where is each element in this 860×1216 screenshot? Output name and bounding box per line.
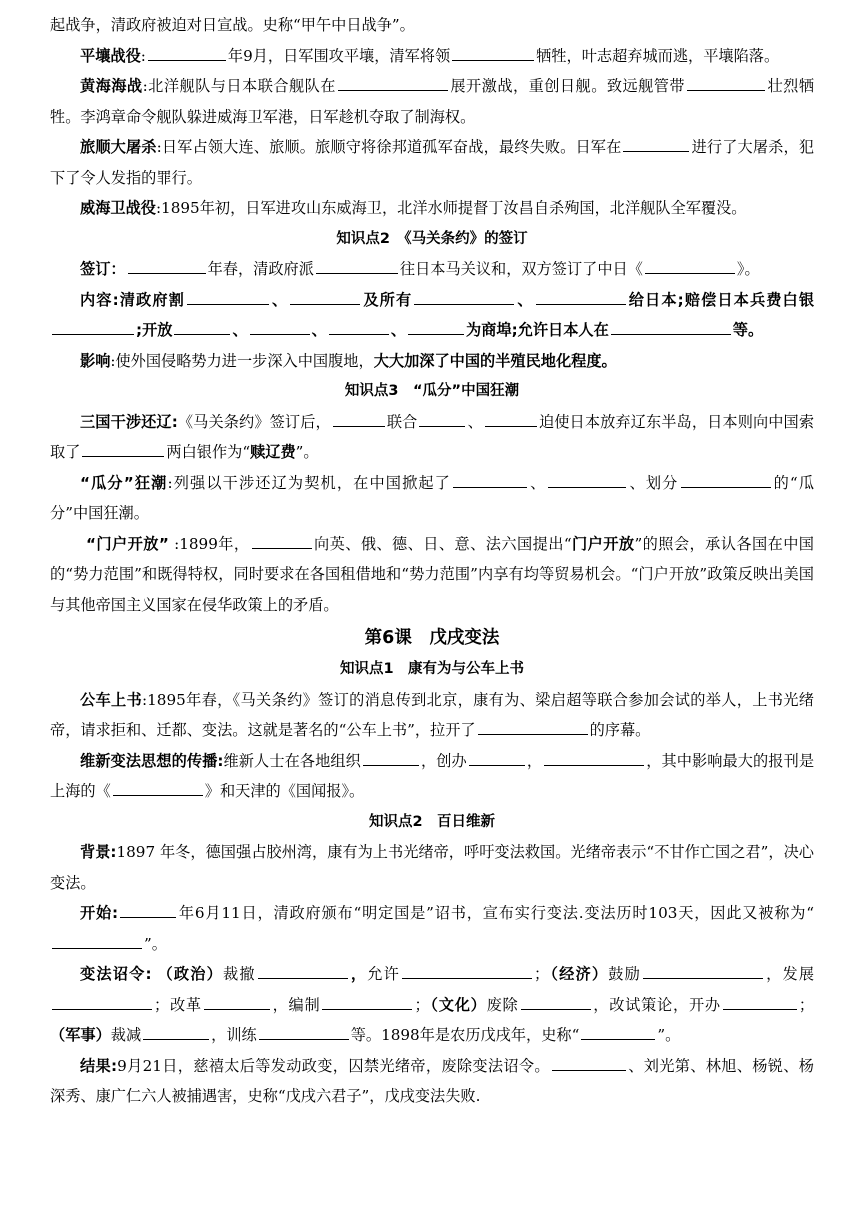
blank-found-1[interactable] [469, 750, 525, 766]
section-heading-shimonoseki: 知识点2 《马关条约》的签订 [336, 230, 528, 247]
paragraph-treaty-impact: 影响:使外国侵略势力进一步深入中国腹地，大大加深了中国的半殖民地化程度。 [80, 351, 617, 370]
blank-compile[interactable] [322, 994, 412, 1010]
blank-develop[interactable] [52, 994, 152, 1010]
paragraph-weihaiwei: 威海卫战役:1895年初，日军进攻山东威海卫，北洋水师提督丁汝昌自杀殉国，北洋舰队全军覆没。 [80, 199, 747, 217]
blank-reform-historical-name[interactable] [581, 1024, 655, 1040]
blank-yellow-sea-location[interactable] [338, 75, 448, 91]
term-lushun-massacre: 旅顺大屠杀 [80, 138, 157, 156]
term-triple-intervention: 三国干涉还辽: [80, 412, 178, 431]
blank-encourage[interactable] [643, 963, 763, 979]
blank-port-2[interactable] [250, 319, 310, 335]
term-yellow-sea: 黄海海战 [80, 77, 143, 95]
blank-frenzy-2[interactable] [548, 472, 626, 488]
blank-found-2[interactable] [544, 750, 644, 766]
paragraph-war-intro: 起战争，清政府被迫对日宣战。史称“甲午中日战争”。 [50, 16, 415, 34]
blank-signing-year[interactable] [128, 258, 206, 274]
blank-envoy[interactable] [316, 258, 398, 274]
blank-open-school[interactable] [723, 994, 797, 1010]
paragraph-background: 背景:1897 年冬，德国强占胶州湾，康有为上书光绪帝，呼吁变法救国。光绪帝表示“不甘作亡国之君”，决心变法。 [50, 843, 814, 892]
blank-start-year[interactable] [120, 902, 176, 918]
term-gongche: 公车上书 [80, 690, 143, 709]
blank-abolish-exam[interactable] [521, 994, 591, 1010]
blank-frenzy-3[interactable] [681, 472, 771, 488]
lesson-title: 第6课 戊戌变法 [364, 628, 500, 648]
blank-pyongyang-year[interactable] [148, 45, 226, 61]
paragraph-gongche: 公车上书:1895年春，《马关条约》签订的消息传到北京，康有为、梁启超等联合参加会试的举人，上书光绪帝，请求拒和、迁都、变法。这就是著名的“公车上书”，拉开了 的序幕。 [50, 690, 814, 739]
term-result: 结果: [80, 1056, 118, 1075]
section-heading-kang-youwei: 知识点1 康有为与公车上书 [339, 661, 525, 677]
section-heading-partition: 知识点3 “瓜分”中国狂潮 [344, 383, 520, 399]
term-open-door: “门户开放” [86, 534, 169, 553]
term-reform-thought: 维新变法思想的传播: [80, 751, 224, 770]
blank-treaty-name[interactable] [645, 258, 735, 274]
paragraph-treaty-content: 内容:清政府割 、 及所有 、 给日本;赔偿日本兵费白银;开放 、 、 、 为商埠;允许日本人在 等。 [50, 285, 814, 346]
term-content: 内容 [80, 290, 113, 309]
paragraph-open-door: “门户开放” :1899年， 向英、俄、德、日、意、法六国提出“门户开放”的照会，承认各国在中国的“势力范围”和既得特权，同时要求在各国租借地和“势力范围”内享有均等贸易机会。“门户开放”政策反映出美国与其他帝国主义国家在侵华政策上的矛盾。 [50, 534, 814, 614]
term-background: 背景: [80, 843, 117, 861]
paragraph-partition-frenzy: “瓜分”狂潮:列强以干涉还辽为契机，在中国掀起了 、 、划分 的“瓜分”中国狂潮。 [50, 473, 815, 522]
blank-ceded-4[interactable] [536, 289, 626, 305]
blank-factories[interactable] [611, 319, 731, 335]
paragraph-pyongyang: 平壤战役: 年9月，日军围攻平壤，清军将领 牺牲，叶志超弃城而逃，平壤陷落。 [80, 46, 780, 65]
blank-reform[interactable] [204, 994, 270, 1010]
blank-train[interactable] [259, 1024, 349, 1040]
blank-shanghai-paper[interactable] [113, 780, 203, 796]
blank-organize[interactable] [363, 750, 419, 766]
paragraph-lushun-massacre: 旅顺大屠杀:日军占领大连、旅顺。旅顺守将徐邦道孤军奋战，最终失败。日军在 进行了大屠杀，犯下了令人发指的罪行。 [50, 138, 815, 187]
blank-six-gentlemen-first[interactable] [552, 1055, 626, 1071]
blank-ransom-amount[interactable] [82, 441, 164, 457]
paragraph-result: 结果:9月21日，慈禧太后等发动政变，囚禁光绪帝，废除变法诏令。 、刘光第、林旭、杨锐、杨深秀、康广仁六人被捕遇害，史称“戊戌六君子”，戊戌变法失败. [50, 1056, 814, 1105]
blank-prelude[interactable] [478, 719, 588, 735]
paragraph-triple-intervention: 三国干涉还辽:《马关条约》签订后， 联合 、 迫使日本放弃辽东半岛，日本则向中国索取了 两白银作为“赎辽费”。 [50, 412, 815, 461]
blank-ceded-1[interactable] [187, 289, 269, 305]
blank-port-3[interactable] [329, 319, 389, 335]
blank-ceded-3[interactable] [414, 289, 514, 305]
blank-intervention-country-3[interactable] [485, 411, 537, 427]
paragraph-start: 开始: 年6月11日，清政府颁布“明定国是”诏书，宣布实行变法.变法历时103天，因此又被称为“”。 [50, 898, 814, 959]
blank-port-4[interactable] [408, 319, 464, 335]
term-decrees: 变法诏令: [80, 965, 152, 983]
term-partition-frenzy: “瓜分”狂潮 [80, 473, 168, 492]
blank-frenzy-1[interactable] [453, 472, 527, 488]
blank-port-1[interactable] [174, 319, 230, 335]
term-weihaiwei: 威海卫战役 [80, 199, 156, 217]
blank-open-door-country[interactable] [252, 533, 312, 549]
blank-zhiyuan-captain[interactable] [687, 75, 765, 91]
paragraph-decrees: 变法诏令: （政治）裁撤 ，允许 ；（经济）鼓励 ，发展；改革 ，编制 ；（文化）废除 ，改试策论，开办 ；（军事）裁减 ，训练 等。1898年是农历戊戌年，史称“ ”。 [50, 965, 815, 1044]
term-impact: 影响 [80, 351, 111, 370]
blank-massacre-location[interactable] [623, 136, 689, 152]
blank-ceded-2[interactable] [290, 289, 360, 305]
section-heading-hundred-days: 知识点2 百日维新 [368, 813, 496, 830]
paragraph-yellow-sea: 黄海海战:北洋舰队与日本联合舰队在 展开激战，重创日舰。致远舰管带 壮烈牺牲。李鸿章命令舰队躲进威海卫军港，日军趁机夺取了制海权。 [50, 77, 815, 126]
blank-intervention-country-1[interactable] [333, 411, 385, 427]
blank-reform-name[interactable] [52, 933, 142, 949]
term-start: 开始: [80, 904, 119, 922]
blank-reduce[interactable] [143, 1024, 209, 1040]
blank-indemnity[interactable] [52, 319, 134, 335]
paragraph-treaty-signing: 签订： 年春，清政府派 往日本马关议和，双方签订了中日《 》。 [80, 260, 760, 278]
term-pyongyang: 平壤战役 [80, 46, 141, 65]
blank-intervention-country-2[interactable] [419, 411, 465, 427]
blank-allow[interactable] [402, 963, 532, 979]
blank-pyongyang-general[interactable] [452, 45, 534, 61]
paragraph-reform-thought: 维新变法思想的传播:维新人士在各地组织 ，创办 ， ，其中影响最大的报刊是上海的《 》和天津的《国闻报》。 [50, 751, 815, 800]
term-signing: 签订： [80, 260, 126, 278]
blank-abolish[interactable] [258, 963, 348, 979]
